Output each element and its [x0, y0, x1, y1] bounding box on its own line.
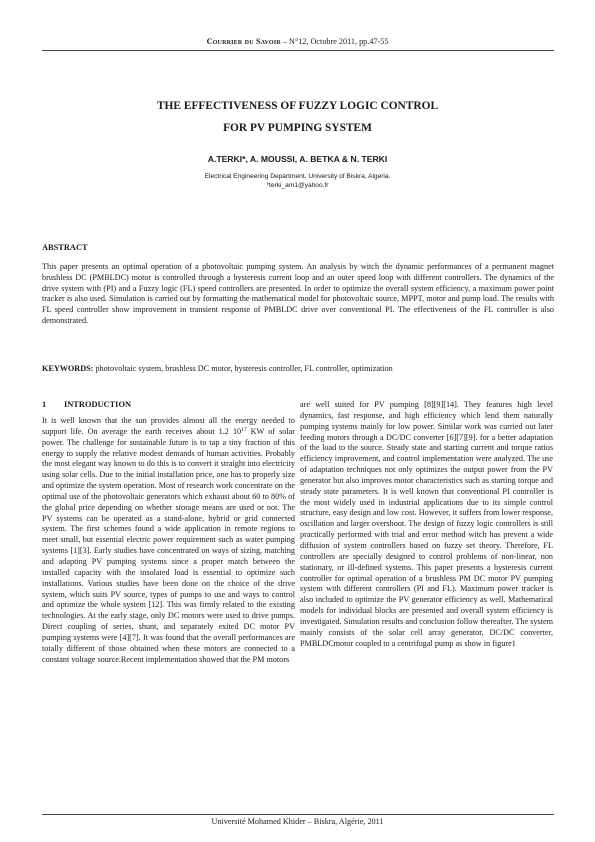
- affiliation-department: Electrical Engineering Department, University of Biskra, Algeria.: [204, 173, 391, 180]
- body-column-left: [42, 416, 295, 665]
- author-list: A.TERKI*, A. MOUSSI, A. BETKA & N. TERKI: [207, 154, 388, 164]
- section-heading-introduction: [42, 400, 131, 409]
- abstract-heading: ABSTRACT: [42, 243, 88, 252]
- intro-text-part-2: KW of solar power. The challenge for sustainable future is to tap a tiny fraction of this energy to supply the relative modest demands of human activities. Probably the most elegant way known to do this is to convert it straight into electricity using solar cells. Due to the initial installation price, one has to properly size and optimize the system operation. Most of research work concentrate on the optimal use of the photovoltaic generators which exhaust about 60 to 80% of the global price depending on whether storage means are used or not. The PV systems can be operated as a stand-alone, hybrid or grid connected system. The first schemes found a wide application in remote regions to meet small, but essential electric power requirement such as water pumping systems [1][3]. Early studies have concentrated on ways of sizing, matching and adapting PV pumping systems since a proper match between the installed capacity with the insolated load is essential to optimize such installations. Various studies have been done on the choice of the drive system, which suits PV source, types of pumps to use and ways to control and optimize the whole system [12]. This was firmly related to the existing technologies. At the early stage, only DC motors were used to drive pumps. Direct coupling of series, shunt, and separately exited DC motor PV pumping systems were [4][7]. It was found that the overall performances are totally different of those obtained when these motors are connected to a constant voltage source.Recent implementation showed that the PM motors: [42, 426, 295, 664]
- running-footer: Université Mohamed Khider – Biskra, Algérie, 2011: [211, 817, 384, 826]
- issue-info: – N°12, Octobre 2011, pp.47-55: [280, 37, 389, 46]
- header-rule: [42, 50, 554, 51]
- footer-rule: [42, 814, 554, 815]
- affiliation-email: *terki_am1@yahoo.fr: [266, 182, 329, 189]
- exponent: 17: [241, 426, 247, 433]
- affiliation: [0, 172, 595, 190]
- section-title: INTRODUCTION: [64, 400, 132, 409]
- paper-title: [0, 95, 595, 139]
- journal-name: Courrier du Savoir: [206, 37, 281, 46]
- keywords-text: photovoltaic system, brushless DC motor, hysteresis controller, FL controller, optimization: [93, 364, 393, 373]
- title-line-2: FOR PV PUMPING SYSTEM: [223, 122, 372, 134]
- section-number: 1: [42, 400, 47, 409]
- title-line-1: THE EFFECTIVENESS OF FUZZY LOGIC CONTROL: [156, 100, 439, 112]
- body-column-right: are well suited for PV pumping [8][9][14]. They features high level dynamics, fast response, and high efficiency which lend them naturally pumping systems mainly for low power. Similar work was curried out later feeding motors through a DC/DC converter [6][7][9]. for a better adaptation of the load to the source. Steady state and starting current and torque ratios efficiency improvement, and control implementation were analyzed. The use of adaptation techniques not only optimizes the output power from the PV generator but also improves motor characteristics such as starting torque and steady state parameters. It is well known that conventional PI controller is the most widely used in industrial applications due to its simple control structure, easy design and low cost. However, it suffers from lower response, oscillation and larger overshoot. The design of fuzzy logic controllers is still practically performed with trial and error method witch has prevent a wide diffusion of system controllers based on fuzzy set theory. Therefore, FL controllers are specially designed to control problems of non-linear, non stationary, or ill-defined systems. This paper presents a hysteresis current controller for optimal operation of a brushless PM DC motor PV pumping system with different controllers (PI and FL). Maximum power tracker is also included to optimize the PV generator efficiency as well. Mathematical models for individual blocks are presented and overall system efficiency is investigated. Simulation results and conclusion follow thereafter. The system mainly consists of the solar cell array generator, DC/DC converter, PMBLDCmotor coupled to a centrifugal pump as show in figure1: [300, 400, 553, 648]
- running-header: [0, 37, 595, 47]
- keywords: [42, 364, 554, 375]
- intro-text-part-1: It is well known that the sun provides almost all the energy needed to support life. On average the earth receives about 1.2 10: [42, 416, 295, 436]
- abstract-text: This paper presents an optimal operation of a photovoltaic pumping system. An analysis by witch the dynamic performances of a permanent magnet brushless DC (PMBLDC) motor is controlled through a hysteresis current loop and an outer speed loop with different controllers. The dynamics of the drive system with (PI) and a Fuzzy logic (FL) speed controllers are presented. In order to optimize the overall system efficiency, a maximum power point tracker is also used. Simulation is carried out by formatting the mathematical model for photovoltaic source, MPPT, motor and pump load. The results with FL speed controller show improvement in transient response of PMBLDC drive over conventional PI. The effectiveness of the FL controller is also demonstrated.: [42, 262, 554, 325]
- keywords-label: KEYWORDS:: [42, 364, 94, 373]
